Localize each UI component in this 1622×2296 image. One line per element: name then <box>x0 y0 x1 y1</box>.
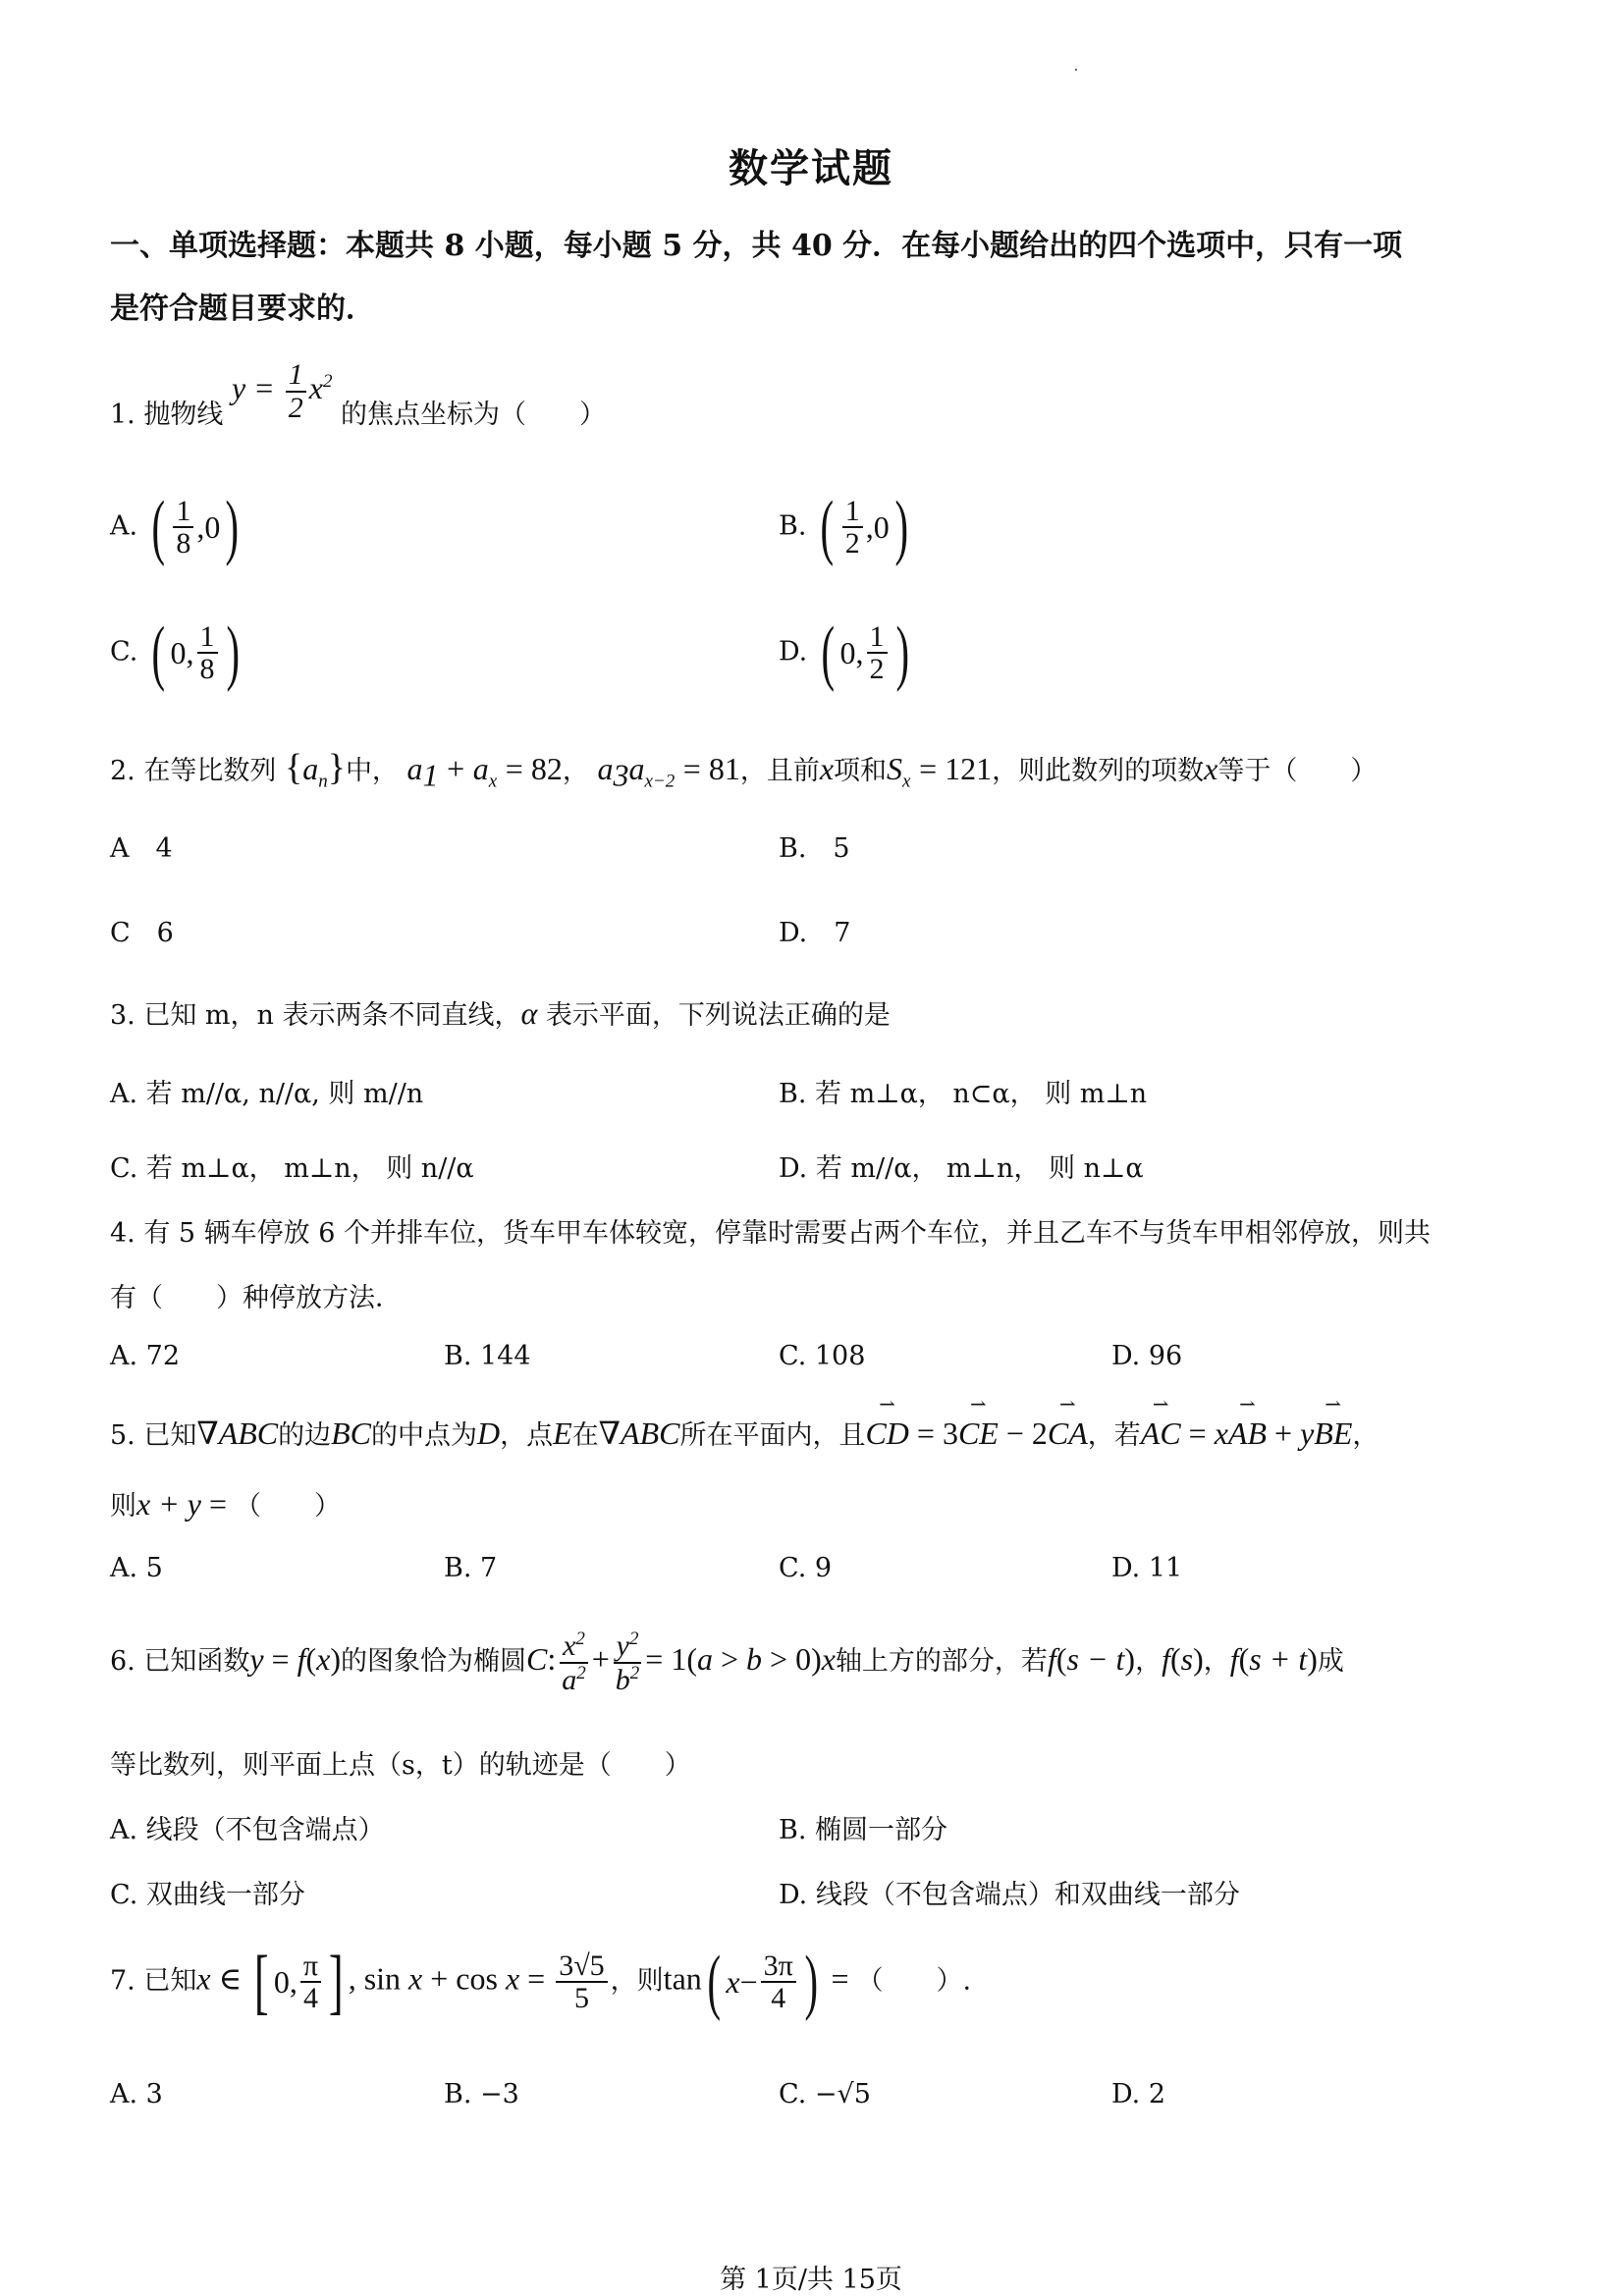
q5-option-d[interactable]: D. 11 <box>1111 1553 1183 1583</box>
question-7: 7. 已知x ∈ [ 0, $\frac{\pi}{4}$ ] , sin x + cos x = $\frac{3√5}{5}$ ，则tan ( x − $\frac{3\pi}{4}$ ) = （ ）. <box>110 1942 972 2022</box>
section-heading-line1: 一、单项选择题：本题共 8 小题，每小题 5 分，共 40 分．在每小题给出的四个选项中，只有一项 <box>110 229 1403 263</box>
q2-option-d[interactable]: D. 7 <box>779 918 851 948</box>
q4-option-a[interactable]: A. 72 <box>110 1341 181 1371</box>
question-5-line1: 5. 已知∇ABC的边BC的中点为D，点E在∇ABC所在平面内，且⇀ CD = 3⇀ CE − 2⇀ CA，若⇀ AC = x⇀ AB + y⇀ BE， <box>110 1414 1379 1452</box>
question-1-formula: y = $\frac{1}{2}$ $x^2$ <box>231 358 333 424</box>
question-6-line2: 等比数列，则平面上点（s，t）的轨迹是（ ） <box>110 1750 691 1781</box>
q2-option-b[interactable]: B. 5 <box>779 833 850 864</box>
q7-option-c[interactable]: C. −√5 <box>779 2079 871 2109</box>
q7-option-b[interactable]: B. −3 <box>444 2079 519 2109</box>
q1-option-a[interactable]: A. ( $\frac{1}{8}$ , 0 ) <box>110 487 240 567</box>
section-heading-line2: 是符合题目要求的． <box>110 292 375 326</box>
q2-option-c[interactable]: C 6 <box>110 918 174 948</box>
question-4-line1: 4. 有 5 辆车停放 6 个并排车位，货车甲车体较宽，停靠时需要占两个车位，并且乙车不与货车甲相邻停放，则共 <box>110 1218 1432 1249</box>
q7-option-a[interactable]: A. 3 <box>110 2079 163 2109</box>
page-title: 数学试题 <box>729 145 893 191</box>
question-3: 3. 已知 m，n 表示两条不同直线，α 表示平面，下列说法正确的是 <box>110 995 891 1031</box>
q5-option-b[interactable]: B. 7 <box>444 1553 498 1583</box>
q2-option-a[interactable]: A 4 <box>110 833 173 864</box>
q3-option-c[interactable]: C. 若 m⊥α， m⊥n， 则 n//α <box>110 1153 474 1184</box>
question-2: 2. 在等比数列 $\{a_n\}$中， $a_1 + a_x = 82$， $a_3a_{x-2} = 81$，且前x项和$S_x = 121$，则此数列的项数x等于（ ） <box>110 747 1378 793</box>
q7-option-d[interactable]: D. 2 <box>1111 2079 1166 2109</box>
question-1-prefix: 1. 抛物线 <box>110 400 224 430</box>
question-5-line2: 则x + y = （ ） <box>110 1486 342 1522</box>
q6-option-b[interactable]: B. 椭圆一部分 <box>779 1815 948 1845</box>
q6-option-d[interactable]: D. 线段（不包含端点）和双曲线一部分 <box>779 1880 1240 1910</box>
question-4-line2: 有（ ）种停放方法． <box>110 1283 402 1313</box>
q3-option-b[interactable]: B. 若 m⊥α， n⊂α， 则 m⊥n <box>779 1079 1148 1109</box>
q3-option-a[interactable]: A. 若 m//α, n//α, 则 m//n <box>110 1079 424 1109</box>
q4-option-b[interactable]: B. 144 <box>444 1341 531 1371</box>
q3-option-d[interactable]: D. 若 m//α， m⊥n， 则 n⊥α <box>779 1153 1144 1184</box>
q1-option-b[interactable]: B. ( $\frac{1}{2}$ , 0 ) <box>779 487 908 567</box>
q1-option-d[interactable]: D. ( 0 , $\frac{1}{2}$ ) <box>779 613 909 693</box>
q5-option-a[interactable]: A. 5 <box>110 1553 163 1583</box>
q6-option-a[interactable]: A. 线段（不包含端点） <box>110 1815 385 1845</box>
q5-option-c[interactable]: C. 9 <box>779 1553 833 1583</box>
question-6-line1: 6. 已知函数y = f(x)的图象恰为椭圆C: $\frac{x^2}{a^2}$ + $\frac{y^2}{b^2}$ = 1(a > b > 0)x轴上方的部分，若f(s − t)，f(s)，f(s + t)成 <box>110 1629 1344 1696</box>
q4-option-c[interactable]: C. 108 <box>779 1341 866 1371</box>
question-1-suffix: 的焦点坐标为（ ） <box>341 400 607 430</box>
q1-option-c[interactable]: C. ( 0 , $\frac{1}{8}$ ) <box>110 613 240 693</box>
scan-speck <box>1075 69 1077 71</box>
page-footer: 第 1页/共 15页 <box>720 2265 902 2295</box>
q4-option-d[interactable]: D. 96 <box>1111 1341 1183 1371</box>
q6-option-c[interactable]: C. 双曲线一部分 <box>110 1880 305 1910</box>
question-1 <box>110 358 607 430</box>
